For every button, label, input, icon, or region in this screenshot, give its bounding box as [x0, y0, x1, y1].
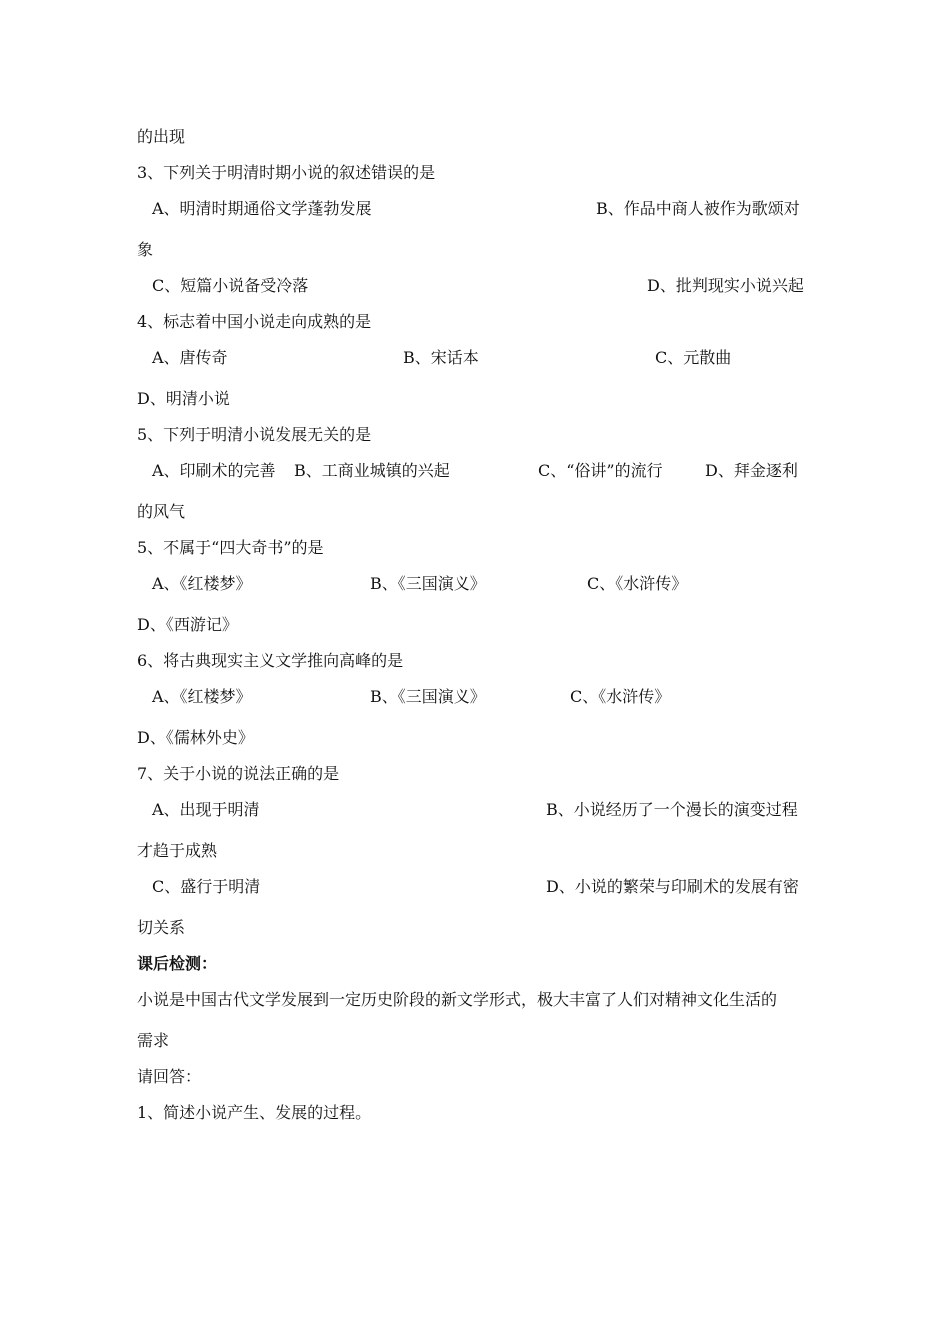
option-a: A、明清时期通俗文学蓬勃发展 [152, 199, 372, 218]
question-5b: 5、不属于“四大奇书”的是 [137, 538, 324, 557]
option-c: C、《水浒传》 [587, 574, 688, 593]
question-5: 5、下列于明清小说发展无关的是 [137, 425, 372, 444]
option-a: A、《红楼梦》 [152, 687, 252, 706]
option-d: D、《儒林外史》 [137, 728, 254, 747]
option-b: B、作品中商人被作为歌颂对 [596, 199, 800, 218]
option-a: A、《红楼梦》 [152, 574, 252, 593]
option-b: B、小说经历了一个漫长的演变过程 [546, 800, 798, 819]
option-a: A、唐传奇 [152, 348, 228, 367]
text-line: 才趋于成熟 [137, 841, 218, 860]
option-d: D、明清小说 [137, 389, 230, 408]
option-a: A、印刷术的完善 [152, 461, 276, 480]
text-line: 的风气 [137, 502, 186, 521]
option-c: C、“俗讲”的流行 [538, 461, 663, 480]
option-d: D、拜金逐利 [705, 461, 798, 480]
prompt: 请回答： [137, 1067, 202, 1086]
option-c: C、元散曲 [655, 348, 732, 367]
option-a: A、出现于明清 [152, 800, 260, 819]
question-4: 4、标志着中国小说走向成熟的是 [137, 312, 372, 331]
question-6: 6、将古典现实主义文学推向高峰的是 [137, 651, 404, 670]
text-line: 需求 [137, 1031, 170, 1050]
paragraph: 小说是中国古代文学发展到一定历史阶段的新文学形式，极大丰富了人们对精神文化生活的 [137, 990, 778, 1009]
option-c: C、短篇小说备受冷落 [152, 276, 309, 295]
option-d: D、小说的繁荣与印刷术的发展有密 [546, 877, 799, 896]
section-heading: 课后检测： [137, 954, 218, 973]
option-d: D、《西游记》 [137, 615, 238, 634]
text-line: 的出现 [137, 127, 186, 146]
text-line: 象 [137, 240, 154, 259]
option-c: C、盛行于明清 [152, 877, 261, 896]
option-b: B、《三国演义》 [370, 574, 486, 593]
option-b: B、宋话本 [403, 348, 479, 367]
option-c: C、《水浒传》 [570, 687, 671, 706]
question-1: 1、简述小说产生、发展的过程。 [137, 1103, 372, 1122]
option-b: B、《三国演义》 [370, 687, 486, 706]
question-7: 7、关于小说的说法正确的是 [137, 764, 340, 783]
option-d: D、批判现实小说兴起 [647, 276, 804, 295]
text-line: 切关系 [137, 918, 186, 937]
question-3: 3、下列关于明清时期小说的叙述错误的是 [137, 163, 436, 182]
option-b: B、工商业城镇的兴起 [294, 461, 450, 480]
